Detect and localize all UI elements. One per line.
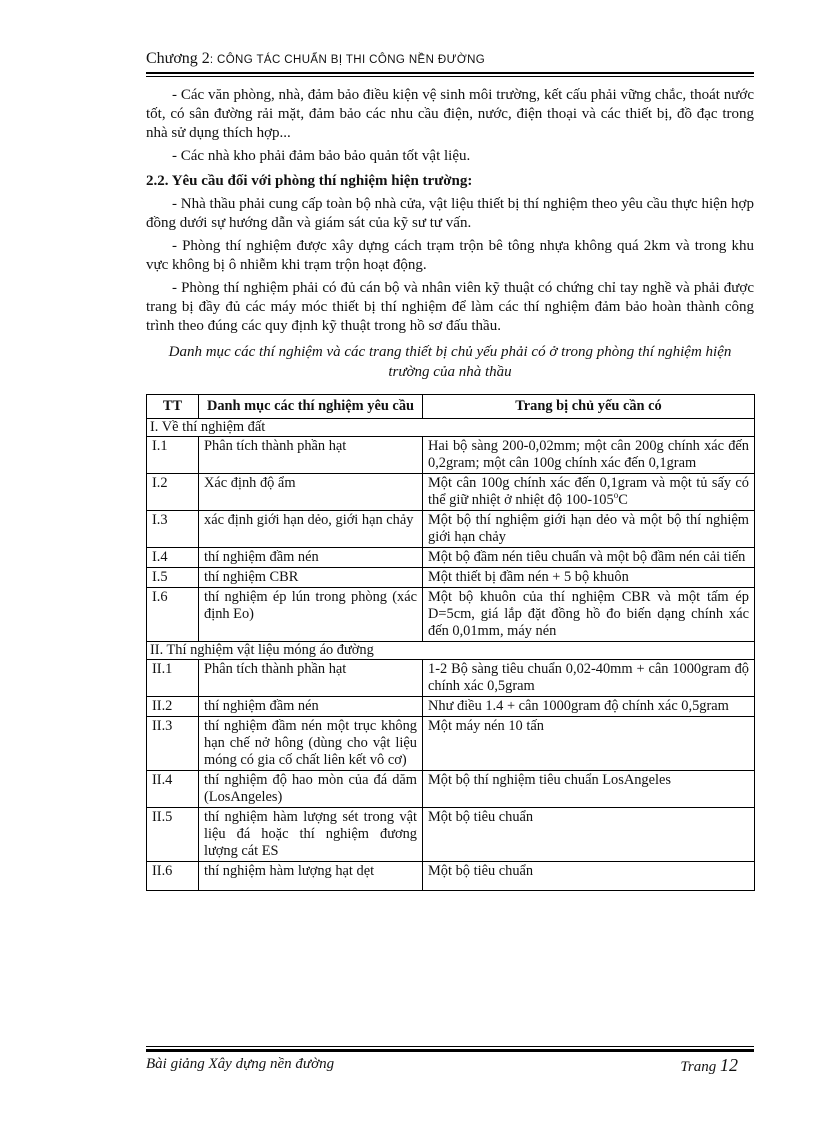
header-rule bbox=[146, 72, 754, 74]
intro-bullet-offices: - Các văn phòng, nhà, đảm bảo điều kiện vệ sinh môi trường, kết cấu phải vững chắc, thoát nước tốt, có sân đường rải mặt, đảm bảo các nhu cầu điện, nước, điện thoại và các thiết bị, đồ đạc trong nhà sử dụng thích hợp... bbox=[146, 87, 754, 141]
table-row bbox=[147, 862, 755, 891]
row-test: thí nghiệm ép lún trong phòng (xác định Eo) bbox=[199, 588, 423, 642]
row-equipment: Hai bộ sàng 200-0,02mm; một cân 200g chính xác đến 0,2gram; một cân 100g chính xác đến 0,1gram bbox=[423, 437, 755, 474]
row-tt: I.6 bbox=[147, 588, 199, 642]
row-equipment: Một cân 100g chính xác đến 0,1gram và một tủ sấy có thể giữ nhiệt ở nhiệt độ 100-105$^o$C bbox=[423, 474, 755, 511]
table-header-row bbox=[147, 395, 755, 419]
page-content bbox=[146, 86, 754, 891]
row-tt: II.4 bbox=[147, 771, 199, 808]
chapter-label: Chương 2: CÔNG TÁC CHUẨN BỊ THI CÔNG NỀN ĐƯỜNG bbox=[146, 50, 486, 67]
table-row bbox=[147, 588, 755, 642]
table-row bbox=[147, 660, 755, 697]
row-equipment: Một bộ đầm nén tiêu chuẩn và một bộ đầm nén cải tiến bbox=[423, 548, 755, 568]
row-test: xác định giới hạn dẻo, giới hạn chảy bbox=[199, 511, 423, 548]
table-row bbox=[147, 548, 755, 568]
table-row bbox=[147, 808, 755, 862]
row-tt: I.3 bbox=[147, 511, 199, 548]
group-title: I. Về thí nghiệm đất bbox=[147, 419, 755, 437]
row-tt: I.5 bbox=[147, 568, 199, 588]
row-tt: II.6 bbox=[147, 862, 199, 891]
table-row bbox=[147, 717, 755, 771]
section-para-1: - Nhà thầu phải cung cấp toàn bộ nhà cửa, vật liệu thiết bị thí nghiệm theo yêu cầu thực hiện hợp đồng dưới sự hướng dẫn và giám sát của kỹ sư tư vấn. bbox=[146, 196, 754, 231]
table-group-base-materials bbox=[147, 642, 755, 660]
header-equipment: Trang bị chủ yếu cần có bbox=[423, 395, 755, 419]
header-test: Danh mục các thí nghiệm yêu cầu bbox=[199, 395, 423, 419]
row-test: Xác định độ ẩm bbox=[199, 474, 423, 511]
row-tt: II.2 bbox=[147, 697, 199, 717]
row-test: thí nghiệm độ hao mòn của đá dăm (LosAngeles) bbox=[199, 771, 423, 808]
intro-bullet-warehouses: - Các nhà kho phải đảm bảo bảo quản tốt vật liệu. bbox=[172, 148, 471, 164]
footer-rule bbox=[146, 1049, 754, 1052]
table-row bbox=[147, 511, 755, 548]
footer-rule-thin bbox=[146, 1046, 754, 1047]
header-tt: TT bbox=[147, 395, 199, 419]
section-para-3: - Phòng thí nghiệm phải có đủ cán bộ và nhân viên kỹ thuật có chứng chỉ tay nghề và phải được trang bị đầy đủ các máy móc thiết bị thí nghiệm để làm các thí nghiệm đảm bảo hoàn thành công trình theo đúng các quy định kỹ thuật trong hồ sơ đấu thầu. bbox=[146, 280, 754, 334]
footer-title: Bài giảng Xây dựng nền đường bbox=[146, 1056, 335, 1072]
row-equipment: Một bộ thí nghiệm giới hạn dẻo và một bộ thí nghiệm giới hạn chảy bbox=[423, 511, 755, 548]
section-heading: 2.2. Yêu cầu đối với phòng thí nghiệm hiện trường: bbox=[146, 173, 473, 189]
row-test: thí nghiệm CBR bbox=[199, 568, 423, 588]
chapter-title: : CÔNG TÁC CHUẨN BỊ THI CÔNG NỀN ĐƯỜNG bbox=[209, 54, 486, 66]
lab-tests-table bbox=[146, 394, 755, 891]
table-row bbox=[147, 437, 755, 474]
section-para-2: - Phòng thí nghiệm được xây dựng cách trạm trộn bê tông nhựa không quá 2km và trong khu vực không bị ô nhiễm khi trạm trộn hoạt động. bbox=[146, 238, 754, 273]
row-tt: II.1 bbox=[147, 660, 199, 697]
table-row bbox=[147, 568, 755, 588]
row-test: thí nghiệm đầm nén bbox=[199, 697, 423, 717]
row-equipment: Một bộ tiêu chuẩn bbox=[423, 808, 755, 862]
row-test: thí nghiệm đầm nén một trục không hạn chế nở hông (dùng cho vật liệu móng có gia cố chất liên kết vô cơ) bbox=[199, 717, 423, 771]
row-tt: I.1 bbox=[147, 437, 199, 474]
row-equipment: Như điều 1.4 + cân 1000gram độ chính xác 0,5gram bbox=[423, 697, 755, 717]
row-tt: I.2 bbox=[147, 474, 199, 511]
table-row bbox=[147, 771, 755, 808]
header-rule-thin bbox=[146, 76, 754, 77]
row-equipment: Một bộ khuôn của thí nghiệm CBR và một tấm ép D=5cm, giá lắp đặt đồng hồ đo biến dạng chính xác đến 0,01mm, máy nén bbox=[423, 588, 755, 642]
row-tt: II.5 bbox=[147, 808, 199, 862]
page-number: Trang 12 bbox=[680, 1055, 738, 1075]
row-tt: II.3 bbox=[147, 717, 199, 771]
page-header bbox=[146, 50, 754, 74]
row-equipment: Một bộ tiêu chuẩn bbox=[423, 862, 755, 891]
row-test: Phân tích thành phần hạt bbox=[199, 660, 423, 697]
table-group-soil bbox=[147, 419, 755, 437]
row-equipment: 1-2 Bộ sàng tiêu chuẩn 0,02-40mm + cân 1000gram độ chính xác 0,5gram bbox=[423, 660, 755, 697]
row-test: thí nghiệm hàm lượng hạt dẹt bbox=[199, 862, 423, 891]
table-row bbox=[147, 474, 755, 511]
row-equipment: Một thiết bị đầm nén + 5 bộ khuôn bbox=[423, 568, 755, 588]
row-test: thí nghiệm đầm nén bbox=[199, 548, 423, 568]
row-test: thí nghiệm hàm lượng sét trong vật liệu đá hoặc thí nghiệm đương lượng cát ES bbox=[199, 808, 423, 862]
row-tt: I.4 bbox=[147, 548, 199, 568]
row-equipment: Một bộ thí nghiệm tiêu chuẩn LosAngeles bbox=[423, 771, 755, 808]
table-caption: Danh mục các thí nghiệm và các trang thiết bị chủ yếu phải có ở trong phòng thí nghiệm hiện trường của nhà thầu bbox=[168, 344, 732, 380]
table-row bbox=[147, 697, 755, 717]
group-title: II. Thí nghiệm vật liệu móng áo đường bbox=[147, 642, 755, 660]
row-test: Phân tích thành phần hạt bbox=[199, 437, 423, 474]
page-footer bbox=[146, 1056, 738, 1078]
row-equipment: Một máy nén 10 tấn bbox=[423, 717, 755, 771]
